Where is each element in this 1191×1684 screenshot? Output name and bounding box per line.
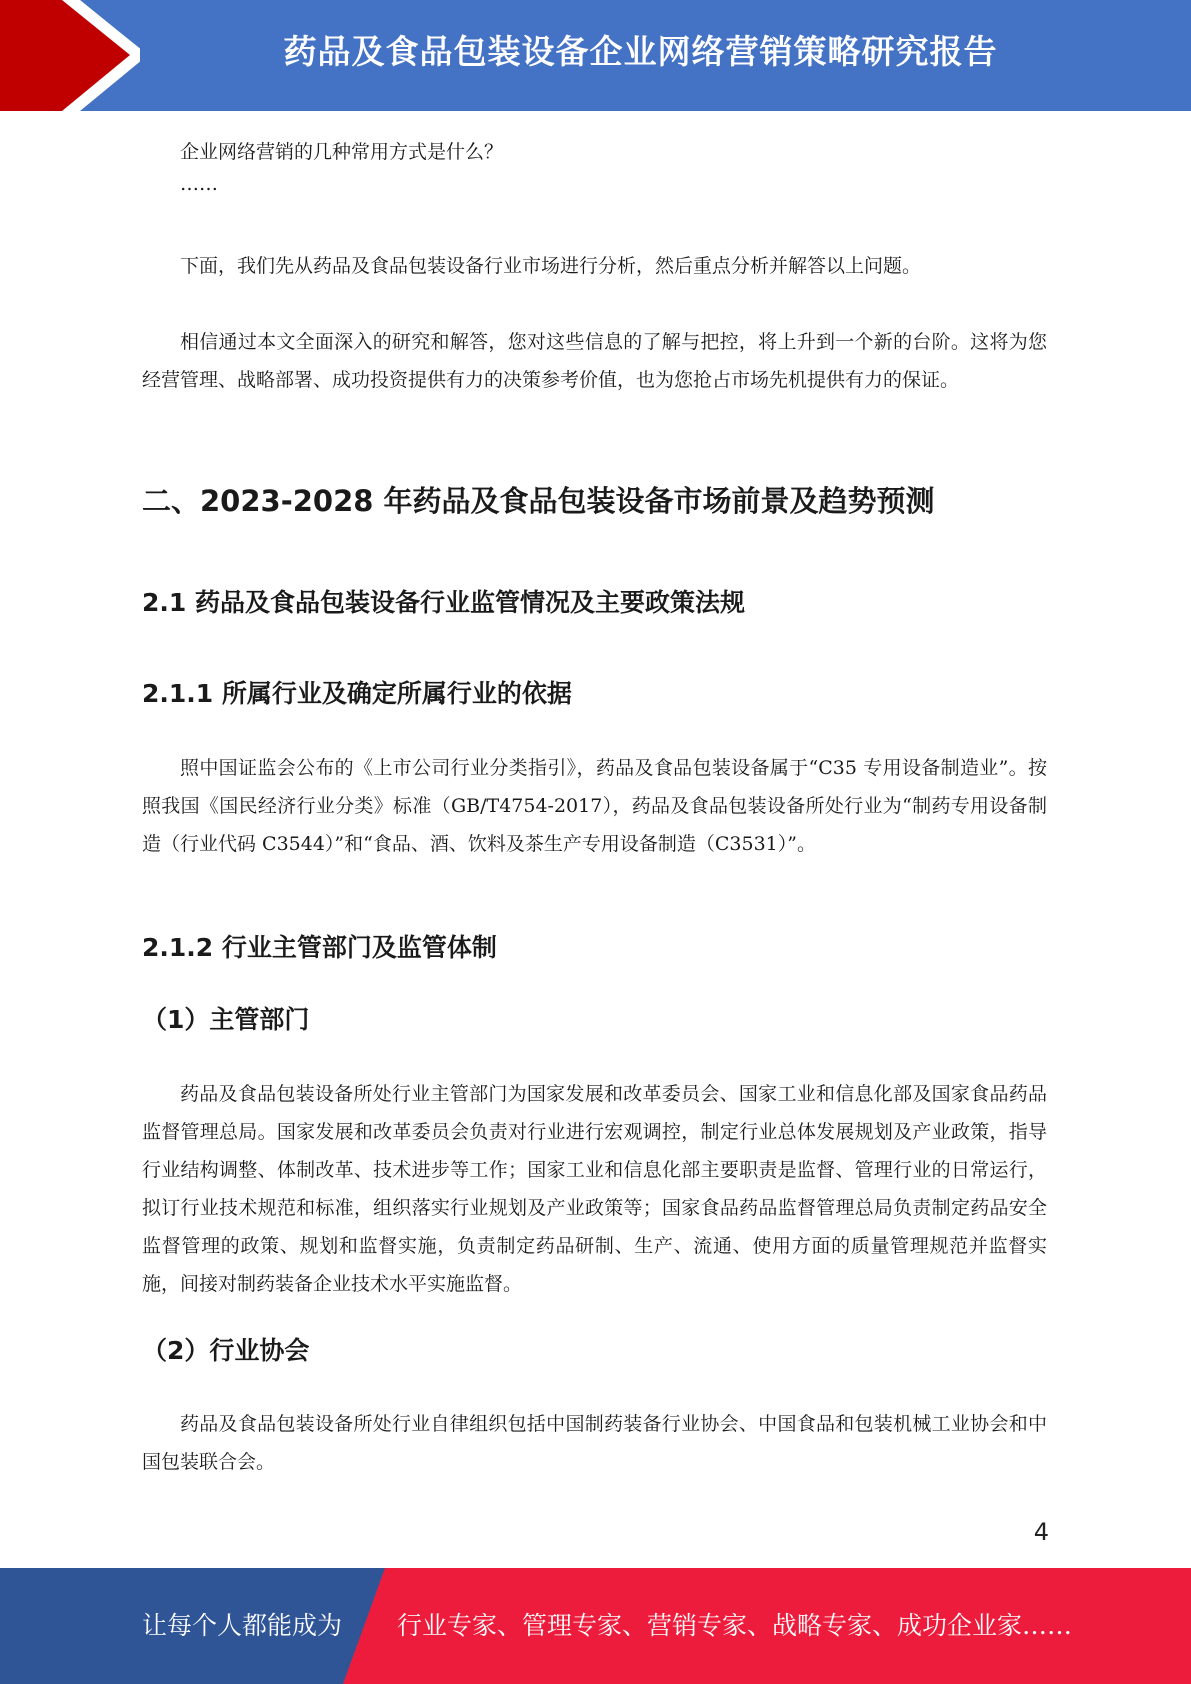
footer-slogan-left: 让每个人都能成为 bbox=[142, 1611, 343, 1640]
association-paragraph: 药品及食品包装设备所处行业自律组织包括中国制药装备行业协会、中国食品和包装机械工业协会和中国包装联合会。 bbox=[142, 1413, 1047, 1473]
sub-heading-association: （2）行业协会 bbox=[142, 1336, 310, 1365]
authority-paragraph: 药品及食品包装设备所处行业主管部门为国家发展和改革委员会、国家工业和信息化部及国家食品药品监督管理总局。国家发展和改革委员会负责对行业进行宏观调控，制定行业总体发展规划及产业政策，指导行业结构调整、体制改革、技术进步等工作；国家工业和信息化部主要职责是监督、管理行业的日常运行，拟订行业技术规范和标准，组织落实行业规划及产业政策等；国家食品药品监督管理总局负责制定药品安全监督管理的政策、规划和监督实施，负责制定药品研制、生产、流通、使用方面的质量管理规范并监督实施，间接对制药装备企业技术水平实施监督。 bbox=[142, 1083, 1047, 1295]
header-banner bbox=[0, 0, 1191, 111]
report-title: 药品及食品包装设备企业网络营销策略研究报告 bbox=[283, 32, 998, 71]
industry-paragraph: 照中国证监会公布的《上市公司行业分类指引》，药品及食品包装设备属于“C35 专用设备制造业”。按照我国《国民经济行业分类》标准（GB/T4754-2017），药品及食品包装设备所处行业为“制药专用设备制造（行业代码 C3544）”和“食品、酒、饮料及茶生产专用设备制造（C3531）”。 bbox=[142, 757, 1047, 855]
header-arrow-shape bbox=[0, 0, 140, 111]
ellipsis-line: …… bbox=[180, 173, 218, 195]
intro-paragraph: 下面，我们先从药品及食品包装设备行业市场进行分析，然后重点分析并解答以上问题。 bbox=[180, 255, 922, 277]
section-2-1-2-heading: 2.1.2 行业主管部门及监管体制 bbox=[142, 933, 497, 962]
question-line: 企业网络营销的几种常用方式是什么？ bbox=[180, 141, 504, 163]
sub-heading-authority: （1）主管部门 bbox=[142, 1005, 310, 1034]
page-number: 4 bbox=[1033, 1518, 1049, 1546]
section-2-1-1-heading: 2.1.1 所属行业及确定所属行业的依据 bbox=[142, 679, 572, 708]
footer-slogan-right: 行业专家、管理专家、营销专家、战略专家、成功企业家…… bbox=[397, 1611, 1073, 1640]
trust-paragraph: 相信通过本文全面深入的研究和解答，您对这些信息的了解与把控，将上升到一个新的台阶。这将为您经营管理、战略部署、成功投资提供有力的决策参考价值，也为您抢占市场先机提供有力的保证。 bbox=[142, 331, 1047, 391]
footer-banner bbox=[0, 1568, 1191, 1684]
section-2-heading: 二、2023-2028 年药品及食品包装设备市场前景及趋势预测 bbox=[142, 484, 935, 518]
section-2-1-heading: 2.1 药品及食品包装设备行业监管情况及主要政策法规 bbox=[142, 588, 745, 617]
